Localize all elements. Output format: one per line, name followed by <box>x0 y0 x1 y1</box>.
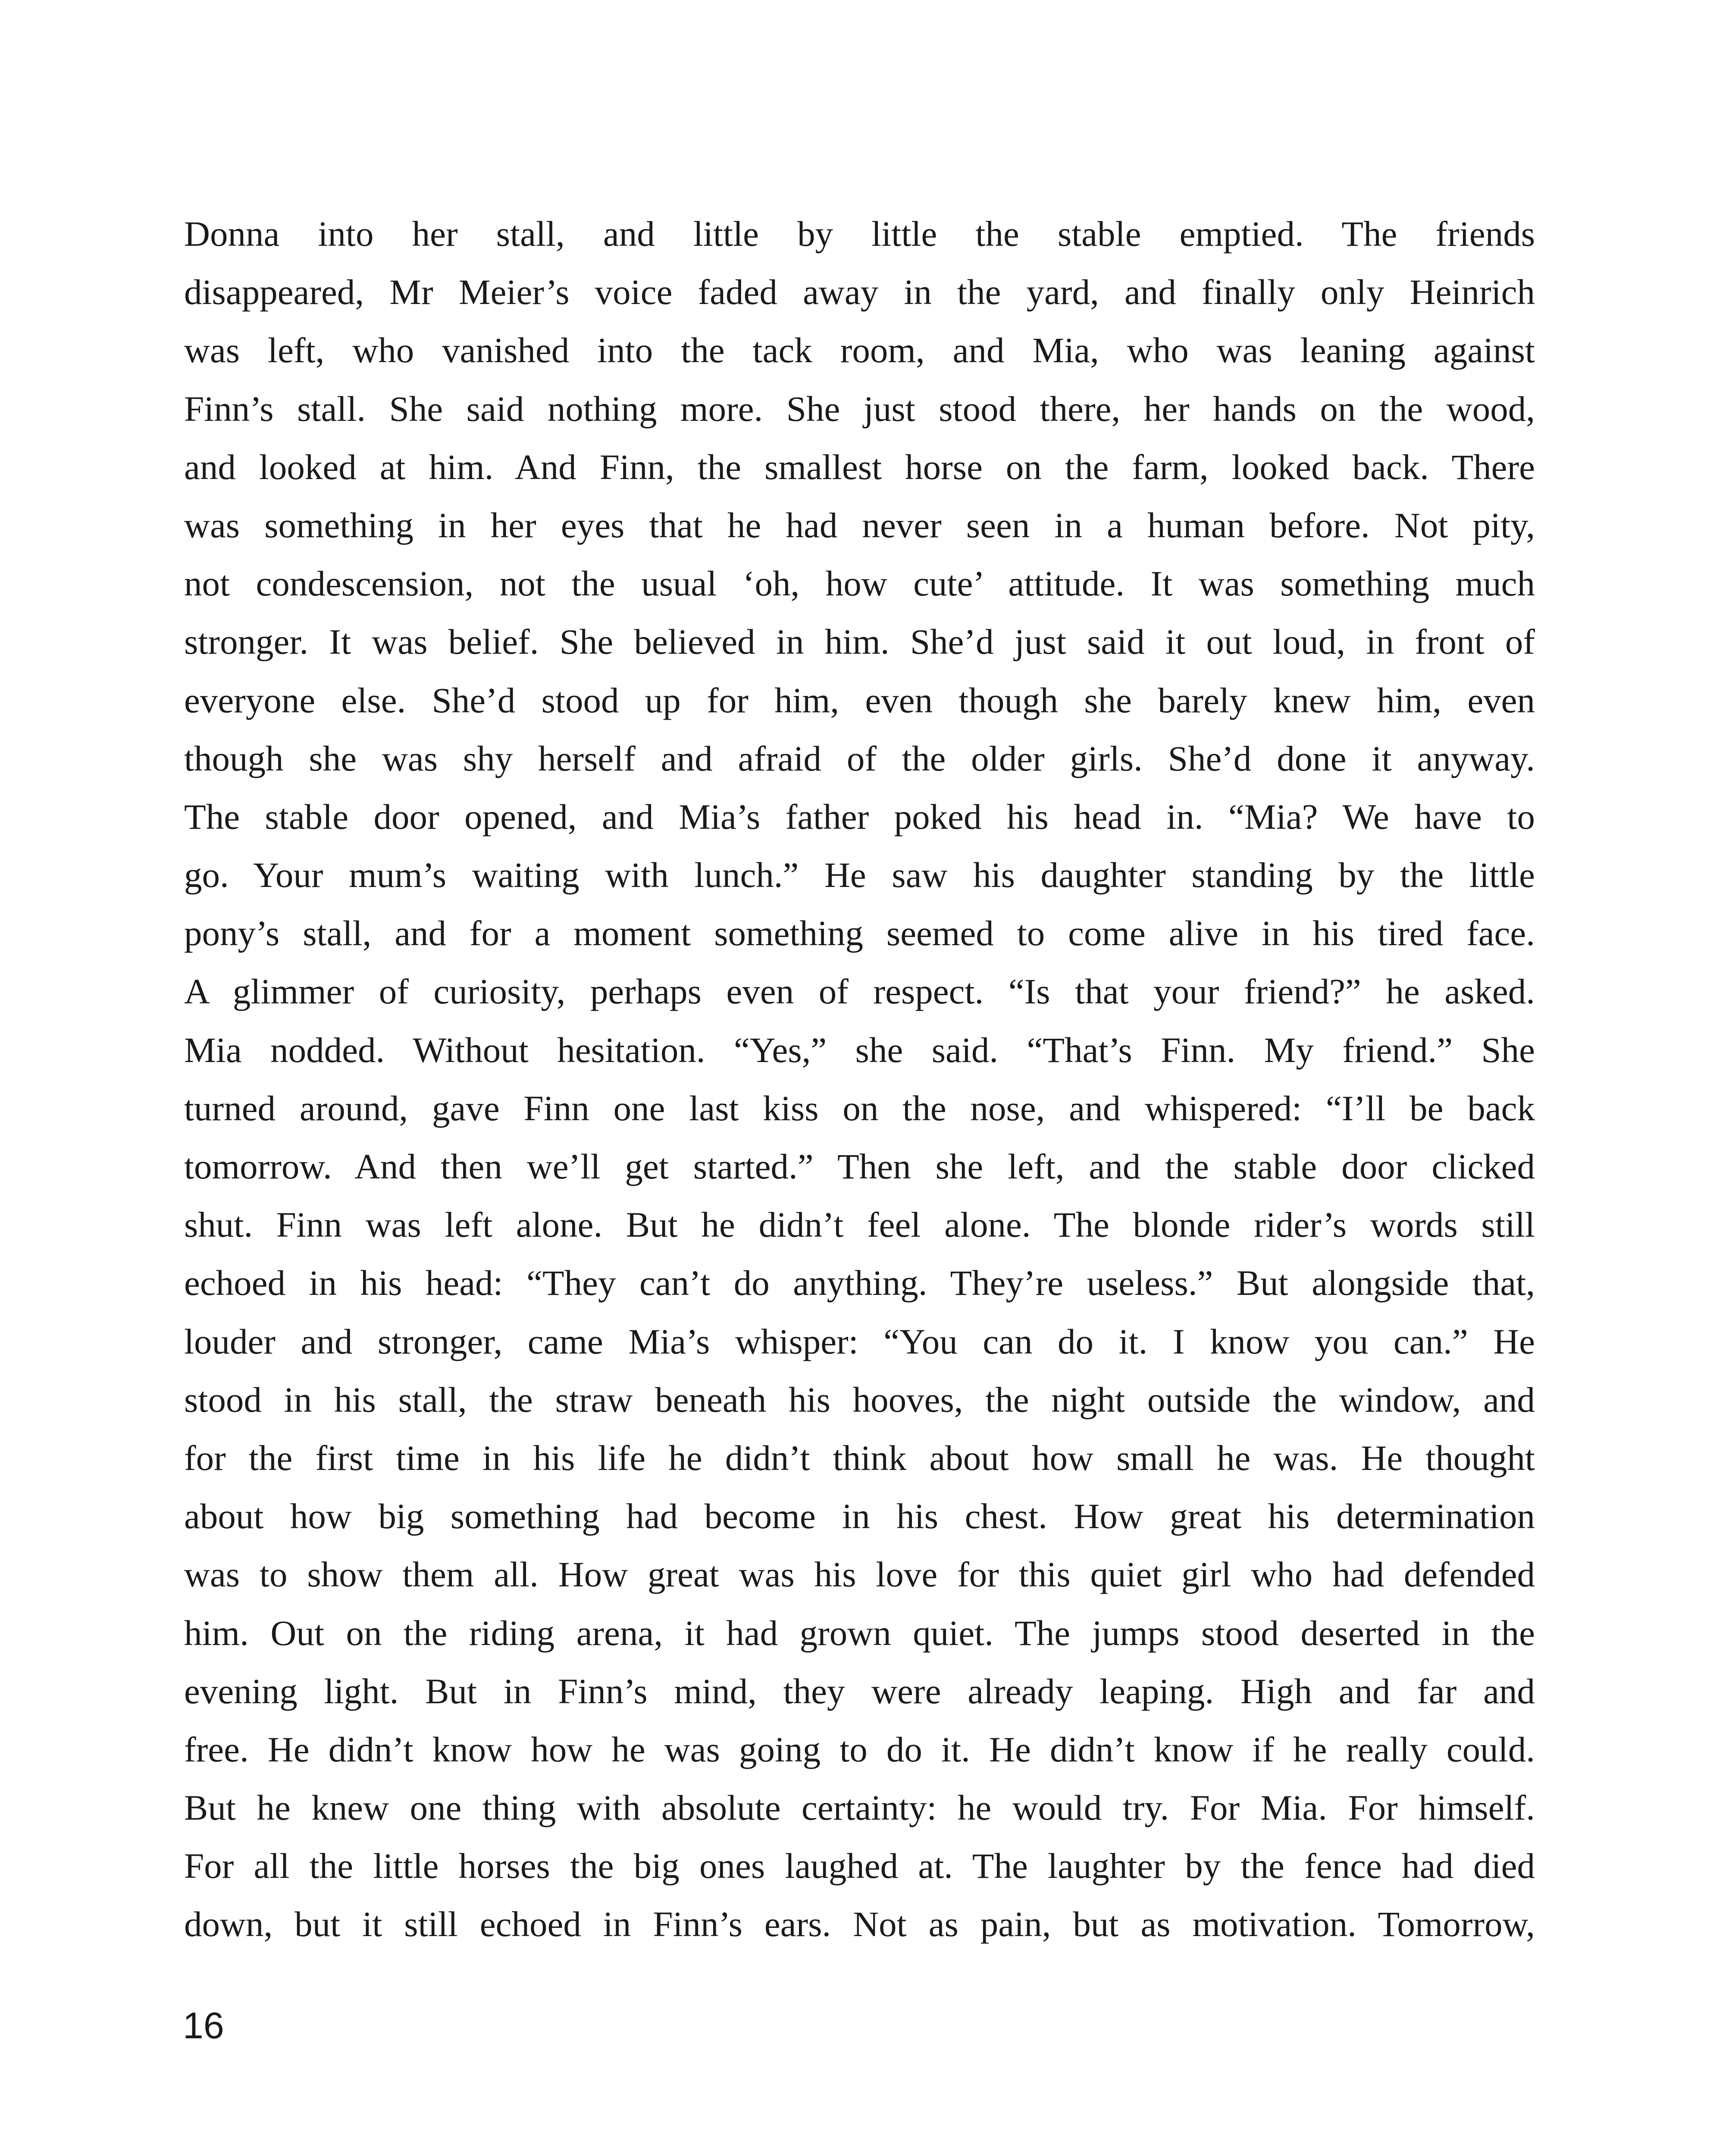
text-line: The stable door opened, and Mia’s father poked his head in. “Mia? We have to <box>184 796 1535 837</box>
text-line: A glimmer of curiosity, perhaps even of respect. “Is that your friend?” he asked. <box>184 971 1535 1012</box>
text-line: stronger. It was belief. She believed in him. She’d just said it out loud, in front of <box>184 622 1535 662</box>
text-line: was left, who vanished into the tack room, and Mia, who was leaning against <box>184 330 1535 370</box>
text-line: Finn’s stall. She said nothing more. She just stood there, her hands on the wood, <box>184 389 1535 429</box>
text-line: tomorrow. And then we’ll get started.” Then she left, and the stable door clicked <box>184 1147 1535 1186</box>
text-line: not condescension, not the usual ‘oh, how cute’ attitude. It was something much <box>184 564 1535 604</box>
text-line: Donna into her stall, and little by little the stable emptied. The friends <box>184 214 1535 254</box>
text-line: stood in his stall, the straw beneath his hooves, the night outside the window, and <box>184 1379 1535 1420</box>
text-line: everyone else. She’d stood up for him, even though she barely knew him, even <box>184 680 1535 720</box>
text-line: For all the little horses the big ones laughed at. The laughter by the fence had died <box>184 1846 1535 1886</box>
page-number: 16 <box>183 2005 224 2046</box>
text-line: pony’s stall, and for a moment something seemed to come alive in his tired face. <box>184 913 1535 953</box>
body-text <box>184 205 1535 1954</box>
text-line: for the first time in his life he didn’t think about how small he was. He thought <box>184 1438 1535 1478</box>
text-line: evening light. But in Finn’s mind, they were already leaping. High and far and <box>184 1671 1535 1711</box>
text-line: But he knew one thing with absolute certainty: he would try. For Mia. For himself. <box>184 1788 1535 1828</box>
text-line: about how big something had become in his chest. How great his determination <box>184 1496 1535 1536</box>
text-line: go. Your mum’s waiting with lunch.” He saw his daughter standing by the little <box>184 855 1535 895</box>
text-line: shut. Finn was left alone. But he didn’t feel alone. The blonde rider’s words still <box>184 1205 1535 1245</box>
text-line: free. He didn’t know how he was going to do it. He didn’t know if he really could. <box>184 1729 1535 1769</box>
text-line: turned around, gave Finn one last kiss on the nose, and whispered: “I’ll be back <box>184 1088 1535 1128</box>
text-line: down, but it still echoed in Finn’s ears. Not as pain, but as motivation. Tomorrow, <box>184 1904 1535 1944</box>
text-line: and looked at him. And Finn, the smallest horse on the farm, looked back. There <box>184 447 1535 487</box>
text-line: Mia nodded. Without hesitation. “Yes,” she said. “That’s Finn. My friend.” She <box>184 1030 1535 1070</box>
text-line: though she was shy herself and afraid of the older girls. She’d done it anyway. <box>184 738 1535 778</box>
text-line: was something in her eyes that he had never seen in a human before. Not pity, <box>184 505 1535 545</box>
text-line: echoed in his head: “They can’t do anything. They’re useless.” But alongside that, <box>184 1263 1535 1303</box>
text-line: louder and stronger, came Mia’s whisper: “You can do it. I know you can.” He <box>184 1321 1535 1361</box>
text-line: disappeared, Mr Meier’s voice faded away in the yard, and finally only Heinrich <box>184 272 1535 312</box>
text-line: him. Out on the riding arena, it had grown quiet. The jumps stood deserted in the <box>184 1613 1535 1653</box>
text-line: was to show them all. How great was his love for this quiet girl who had defended <box>184 1554 1535 1595</box>
